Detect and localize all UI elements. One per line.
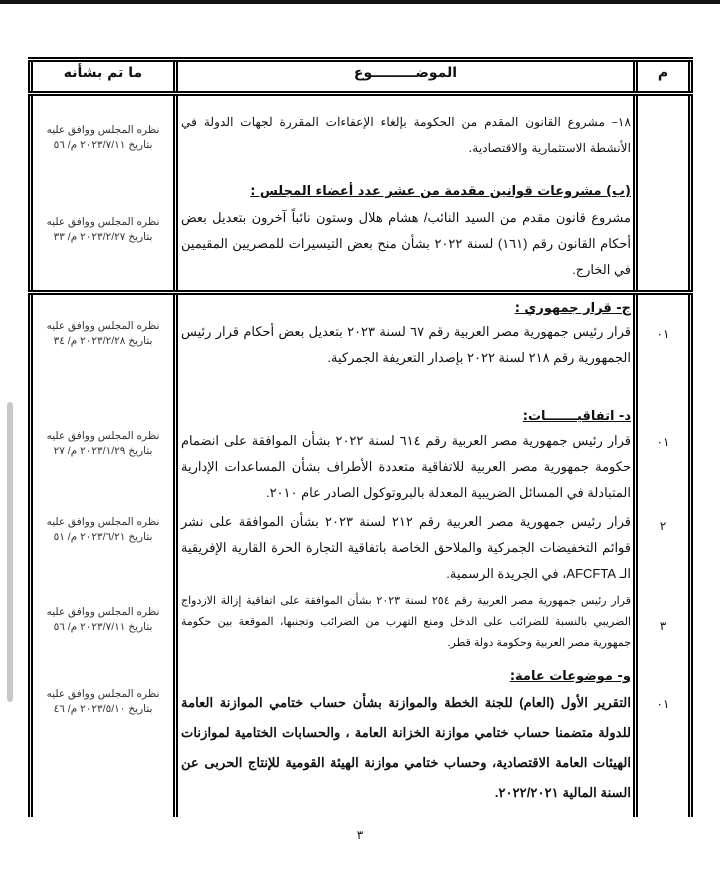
decree-c1-status (33, 319, 173, 349)
agreement-d3-text: قرار رئيس جمهورية مصر العربية رقم ٢٥٤ لسنة ٢٠٢٣ بشأن الموافقة على اتفاقية إزالة الازدواج الضريبي بالنسبة للضرائب على الدخل ومنع التهرب من الضرائب وتجنبها، الموقعة بين حكومة جمهورية مصر العربية وحكومة دولة قطر. (181, 595, 631, 649)
column-divider-action (173, 57, 178, 817)
status-line: نظره المجلس ووافق عليه (46, 216, 160, 228)
scrollbar[interactable] (7, 402, 13, 702)
agreement-d3-status (33, 605, 173, 635)
item-18-text: ١٨– مشروع القانون المقدم من الحكومة بإلغاء الإعفاءات المقررة لجهات الدولة في الأنشطة الاستثمارية والاقتصادية. (181, 115, 631, 155)
item-number: ٠١ (656, 327, 670, 341)
page-number: ٣ (356, 828, 364, 842)
header-divider (28, 91, 693, 96)
section-divider (28, 290, 693, 295)
header-subject: الموضـــــــــوع (353, 65, 458, 81)
status-line: نظره المجلس ووافق عليه (46, 606, 160, 618)
status-date: بتاريخ ٢٠٢٣/٧/١١ م/ ٥٦ (53, 139, 153, 151)
agreement-d2-text: قرار رئيس جمهورية مصر العربية رقم ٢١٢ لسنة ٢٠٢٣ بشأن الموافقة على نشر قوائم التخفيضات الجمركية والملاحق الخاصة باتفاقية التجارة الحرة القارية الإفريقية الـ AFCFTA، في الجريدة الرسمية. (181, 514, 631, 581)
item-number: ٢ (659, 519, 667, 533)
status-date: بتاريخ ٢٠٢٣/٢/٢٨ م/ ٣٤ (53, 335, 153, 347)
decree-c1-text: قرار رئيس جمهورية مصر العربية رقم ٦٧ لسنة ٢٠٢٣ بتعديل بعض أحكام قرار رئيس الجمهورية رقم ٢١٨ لسنة ٢٠٢٢ بإصدار التعريفة الجمركية. (181, 324, 631, 365)
item-number: ٣ (659, 619, 667, 633)
header-number: م (657, 65, 669, 81)
section-heading-b: (ب) مشروعات قوانين مقدمة من عشر عدد أعضاء المجلس : (250, 184, 631, 199)
top-bar (0, 0, 720, 4)
bill-text: مشروع قانون مقدم من السيد النائب/ هشام هلال وستون نائباً آخرون بتعديل بعض أحكام القانون رقم (١٦١) لسنة ٢٠٢٢ بشأن منح بعض التيسيرات للمصريين المقيمين في الخارج. (181, 210, 631, 277)
report-e1-text: التقرير الأول (العام) للجنة الخطة والموازنة بشأن حساب ختامي الموازنة العامة للدولة متضمنا حساب ختامي موازنة الخزانة العامة ، والحسابات الختامية لموازنات الهيئات العامة الاقتصادية، وحساب ختامي موازنة الهيئة القومية للإنتاج الحربى عن السنة المالية ٢٠٢٢/٢٠٢١. (181, 695, 631, 800)
section-heading-c: ج- قرار جمهوري : (514, 301, 631, 316)
agenda-table (28, 57, 693, 817)
status-date: بتاريخ ٢٠٢٣/٢/٢٧ م/ ٣٣ (53, 231, 153, 243)
status-date: بتاريخ ٢٠٢٣/١/٢٩ م/ ٢٧ (53, 445, 153, 457)
section-heading-d: د- اتفاقيـــــــات: (522, 409, 631, 424)
agreement-d1-status (33, 429, 173, 459)
status-line: نظره المجلس ووافق عليه (46, 320, 160, 332)
section-heading-e: و- موضوعات عامة: (509, 669, 631, 684)
item-number: ٠١ (656, 697, 670, 711)
status-line: نظره المجلس ووافق عليه (46, 688, 160, 700)
header-action: ما تم بشأنه (63, 65, 143, 81)
status-date: بتاريخ ٢٠٢٣/٧/١١ م/ ٥٦ (53, 621, 153, 633)
item-number: ٠١ (656, 435, 670, 449)
report-e1-status (33, 687, 173, 717)
status-date: بتاريخ ٢٠٢٣/٥/١٠ م/ ٤٦ (53, 703, 153, 715)
table-border-right (688, 57, 693, 817)
agreement-d1-text: قرار رئيس جمهورية مصر العربية رقم ٦١٤ لسنة ٢٠٢٢ بشأن الموافقة على انضمام حكومة جمهورية مصر العربية للاتفاقية متعددة الأطراف بشأن المساعدات الإدارية المتبادلة في المسائل الضريبية المعدلة بالبروتوكول الصادر عام ٢٠١٠. (181, 433, 631, 500)
item-18-status (33, 123, 173, 153)
table-border-top (28, 57, 693, 62)
status-line: نظره المجلس ووافق عليه (46, 430, 160, 442)
status-line: نظره المجلس ووافق عليه (46, 124, 160, 136)
status-line: نظره المجلس ووافق عليه (46, 516, 160, 528)
bill-status (33, 215, 173, 245)
agreement-d2-status (33, 515, 173, 545)
status-date: بتاريخ ٢٠٢٣/٦/٢١ م/ ٥١ (53, 531, 153, 543)
